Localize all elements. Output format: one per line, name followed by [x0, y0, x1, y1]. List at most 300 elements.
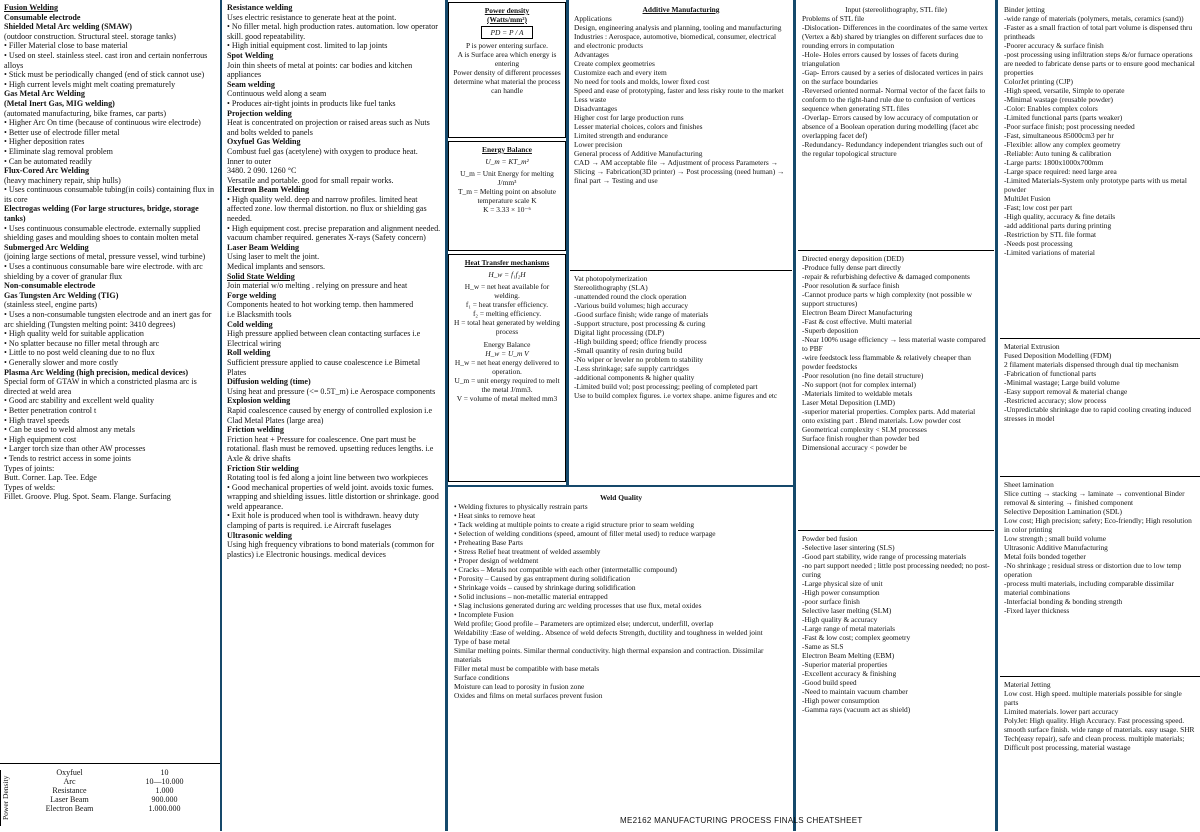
text-line: -Less shrinkage; safe supply cartridges: [574, 364, 689, 373]
text-line: • Better penetration control t: [4, 405, 97, 415]
text-line: • Uses continuous consumable tubing(in coils) containing flux in its core: [4, 185, 215, 204]
text-line: Flux-Cored Arc Welding: [4, 166, 89, 176]
text-line: Spot Welding: [227, 50, 274, 60]
text-line: f₁ = heat transfer efficiency.: [465, 300, 549, 309]
text-line: -Good part stability, wide range of processing materials: [802, 552, 967, 561]
text-line: MultiJet Fusion: [1004, 194, 1051, 203]
text-line: Speed and ease of prototyping, faster and less risky route to the market: [574, 86, 784, 95]
power-density-value: 900.000: [151, 795, 178, 804]
text-line: • Tack welding at multiple points to create a rigid structure prior to seam welding: [454, 520, 695, 529]
process-name: Electron Beam: [45, 804, 94, 813]
text-line: No need for tools and molds, lower fixed cost: [574, 77, 710, 86]
text-line: -Interfacial bonding & bonding strength: [1004, 597, 1123, 606]
power-density-title: Power density: [484, 6, 530, 15]
text-line: Power density of different processes determine what material the process can handle: [453, 68, 561, 95]
text-line: • Porosity – Caused by gas entrapment during solidification: [454, 574, 631, 583]
text-line: • Better use of electrode filler metal: [4, 127, 120, 137]
text-line: -Limited build vol; post processing; peeling of completed part: [574, 382, 758, 391]
text-line: Weld profile; Good profile – Parameters are optimized else; undercut, underfill, overlap: [454, 619, 714, 628]
text-line: Low strength ; small build volume: [1004, 534, 1107, 543]
text-line: Powder bed fusion: [802, 534, 858, 543]
text-line: • Shrinkage voids – caused by shrinkage during solidification: [454, 583, 636, 592]
text-line: Problems of STL file: [802, 14, 865, 23]
text-line: • Incomplete Fusion: [454, 610, 514, 619]
text-line: • Filler Material close to base material: [4, 41, 128, 51]
text-line: -Good build speed: [802, 678, 857, 687]
text-line: -Poor surface finish; post processing needed: [1004, 122, 1135, 131]
text-line: Fused Deposition Modelling (FDM): [1004, 351, 1112, 360]
text-line: -Dislocation- Differences in the coordinates of the same vertex (Vertex a &b) shared by triangles on different surfaces due to rounding errors in computation: [802, 23, 988, 50]
fusion-welding-title: Fusion Welding: [4, 3, 59, 12]
text-line: -wide range of materials (polymers, metals, ceramics (sand)): [1004, 14, 1184, 23]
text-line: • Slag inclusions generated during arc welding processes that use flux, metal oxides: [454, 601, 702, 610]
divider-col1: [220, 0, 222, 831]
text-line: Industries : Aerospace, automotive, biomedical, consumer, electrical and electronic products: [574, 32, 777, 50]
text-line: -Fast & cost effective. Multi material: [802, 317, 912, 326]
text-line: • Tends to restrict access in some joints: [4, 453, 131, 463]
text-line: H_w = net heat available for welding.: [464, 282, 550, 300]
power-density-row: [22, 804, 212, 813]
text-line: Shielded Metal Arc welding (SMAW): [4, 22, 132, 32]
text-line: -additional components & higher quality: [574, 373, 695, 382]
text-line: -Excellent accuracy & finishing: [802, 669, 897, 678]
text-line: (heavy machinery repair, ship hulls): [4, 175, 121, 185]
heat-transfer-notes2: [453, 358, 561, 403]
weld-quality-lines: [454, 502, 788, 700]
text-line: -Needs post processing: [1004, 239, 1073, 248]
heat-transfer-formula2: H_w = U_m V: [485, 349, 529, 358]
text-line: Material Extrusion: [1004, 342, 1060, 351]
text-line: • No splatter because no filler metal through arc: [4, 338, 160, 348]
text-line: General process of Additive Manufacturing: [574, 149, 703, 158]
text-line: -Minimal wastage (reusable powder): [1004, 95, 1113, 104]
input-stl-box: [798, 2, 994, 248]
text-line: -Minimal wastage; Large build volume: [1004, 378, 1120, 387]
text-line: -Large physical size of unit: [802, 579, 883, 588]
jetting-lines: [1004, 680, 1196, 752]
additive-lines: [574, 14, 788, 185]
text-line: • Good mechanical properties of weld joint. avoids toxic fumes. wrapping and shielding issues. little distortion or shrinkage. good weld appearance.: [227, 482, 439, 511]
text-line: U_m = Unit Energy for melting J/mm³: [460, 169, 554, 187]
text-line: Digital light processing (DLP): [574, 328, 665, 337]
text-line: • Can be automated readily: [4, 156, 92, 166]
powder-bed-lines: [802, 534, 990, 714]
text-line: (joining large sections of metal, pressure vessel, wind turbine): [4, 252, 206, 262]
text-line: -Easy support removal & material change: [1004, 387, 1128, 396]
text-line: Applications: [574, 14, 612, 23]
vat-photopolymerization-box: [570, 270, 792, 484]
text-line: -Poorer accuracy & surface finish: [1004, 41, 1104, 50]
text-line: • Eliminate slag removal problem: [4, 146, 113, 156]
text-line: Explosion welding: [227, 396, 291, 406]
text-line: • High travel speeds: [4, 415, 70, 425]
divider-weldquality-top: [448, 485, 793, 487]
text-line: Friction heat + Pressure for coalescence. One part must be rotational. flash must be removed. upsetting reduces lengths. i.e Axle & drive shafts: [227, 434, 434, 463]
text-line: Gas Metal Arc Welding: [4, 89, 85, 99]
text-line: -No wiper or leveler no problem to stability: [574, 355, 704, 364]
text-line: • Stress Relief heat treatment of welded assembly: [454, 547, 601, 556]
text-line: P is power entering surface.: [465, 41, 549, 50]
text-line: Gas Tungsten Arc Welding (TIG): [4, 290, 119, 300]
text-line: -No shrinkage ; residual stress or distortion due to low temp operation: [1004, 561, 1182, 579]
text-line: -High speed, versatile, Simple to operate: [1004, 86, 1125, 95]
text-line: Advantages: [574, 50, 609, 59]
text-line: -Restricted accuracy; slow process: [1004, 396, 1107, 405]
text-line: CAD → AM acceptable file → Adjustment of process Parameters → Slicing → Fabrication(3D printer) → Post processing (need human) → final part → Testing and use: [574, 158, 785, 185]
text-line: -Cannot produce parts w high complexity (not possible w support structures): [802, 290, 972, 308]
power-density-value: 1.000: [155, 786, 174, 795]
power-density-value: 10—10.000: [145, 777, 184, 786]
text-line: Disadvantages: [574, 104, 618, 113]
text-line: • Larger torch size than other AW processes: [4, 444, 146, 454]
power-density-box: [448, 2, 566, 138]
text-line: -Good surface finish; wide range of materials: [574, 310, 709, 319]
text-line: T_m = Melting point on absolute temperature scale K: [458, 187, 556, 205]
text-line: -High power consumption: [802, 588, 880, 597]
text-line: -Fast & low cost; complex geometry: [802, 633, 911, 642]
text-line: H = total heat generated by welding process: [454, 318, 560, 336]
text-line: • Little to no post weld cleaning due to no flux: [4, 348, 155, 358]
text-line: Directed energy deposition (DED): [802, 254, 904, 263]
text-line: Projection welding: [227, 108, 292, 118]
text-line: -Redundancy- Redundancy independent triangles such out of the regular topological structure: [802, 140, 983, 158]
text-line: -repair & refurbishing defective & damaged components: [802, 272, 970, 281]
text-line: -Poor resolution (no fine detail structure): [802, 371, 924, 380]
text-line: Join material w/o melting . relying on pressure and heat: [227, 281, 408, 291]
text-line: Butt. Corner. Lap. Tee. Edge: [4, 473, 97, 483]
text-line: Friction Stir welding: [227, 463, 299, 473]
energy-balance-notes: [453, 169, 561, 214]
text-line: -Reversed oriented normal- Normal vector of the facet fails to conform to the right-hand rule due to confusion of vertices sequence when generating STL files: [802, 86, 986, 113]
power-density-unit: (Watts/mm²): [487, 15, 527, 24]
text-line: Versatile and portable. good for small repair works.: [227, 175, 394, 185]
text-line: -Fast, simultaneous 85000cm3 per hr: [1004, 131, 1114, 140]
text-line: Friction welding: [227, 425, 284, 435]
fusion-welding-column: [0, 0, 220, 760]
text-line: • Uses a non-consumable tungsten electrode and an inert gas for arc shielding (Tungsten melting point: 3410 degrees): [4, 310, 212, 329]
heat-transfer-title: Heat Transfer mechanisms: [464, 258, 550, 267]
text-line: Design, engineering analysis and planning, tooling and manufacturing: [574, 23, 782, 32]
text-line: Oxyfuel Gas Welding: [227, 137, 301, 147]
text-line: -Unpredictable shrinkage due to rapid cooling creating induced stresses in model: [1004, 405, 1191, 423]
text-line: Stereolithography (SLA): [574, 283, 648, 292]
resistance-welding-column: [223, 0, 445, 831]
text-line: • Heat sinks to remove heat: [454, 511, 536, 520]
text-line: Seam welding: [227, 79, 275, 89]
text-line: -Limited Materials-System only prototype parts with us metal powder: [1004, 176, 1187, 194]
text-line: • High quality weld. deep and narrow profiles. limited heat affected zone. low thermal distortion. no flux or shielding gas needed.: [227, 194, 427, 224]
text-line: -Materials limited to weldable metals: [802, 389, 913, 398]
text-line: • Uses a continuous consumable bare wire electrode. with arc shielding by a cover of granular flux: [4, 262, 203, 281]
text-line: Oxides and films on metal surfaces prevent fusion: [454, 691, 603, 700]
text-line: -no part support needed ; little post processing needed; no post-curing: [802, 561, 990, 579]
divider-additive-vat: [566, 0, 569, 485]
text-line: Filler metal must be compatible with base metals: [454, 664, 600, 673]
heat-transfer-box: [448, 254, 566, 482]
text-line: Low cost. High speed. multiple materials possible for single parts: [1004, 689, 1182, 707]
text-line: Selective Deposition Lamination (SDL): [1004, 507, 1123, 516]
text-line: -Restriction by STL file format: [1004, 230, 1097, 239]
text-line: -Same as SLS: [802, 642, 844, 651]
extrusion-lines: [1004, 342, 1196, 423]
power-density-row: [22, 768, 212, 777]
power-density-row: [22, 777, 212, 786]
text-line: K = 3.33 × 10⁻⁶: [483, 205, 531, 214]
text-line: Diffusion welding (time): [227, 377, 311, 387]
text-line: -poor surface finish: [802, 597, 860, 606]
text-line: Medical implants and sensors.: [227, 262, 326, 272]
text-line: Higher cost for large production runs: [574, 113, 684, 122]
text-line: Cold welding: [227, 319, 273, 329]
text-line: Lesser material choices, colors and finishes: [574, 122, 703, 131]
text-line: Rapid coalescence caused by energy of controlled explosion i.e Clad Metal Plates (large area): [227, 405, 433, 425]
text-line: Continuous weld along a seam: [227, 89, 327, 99]
text-line: Sheet lamination: [1004, 480, 1054, 489]
text-line: (outdoor construction. Structural steel. storage tanks): [4, 31, 176, 41]
vat-lines: [574, 274, 788, 400]
text-line: Lower precision: [574, 140, 623, 149]
text-line: i.e Blacksmith tools: [227, 310, 292, 319]
text-line: • High equipment cost. precise preparation and alignment needed. vacuum chamber required. generates X-rays (Safety concern): [227, 223, 441, 243]
power-density-notes: [453, 41, 561, 95]
text-line: Resistance welding: [227, 3, 293, 12]
text-line: -Produce fully dense part directly: [802, 263, 901, 272]
sheet-lines: [1004, 480, 1196, 615]
text-line: Special form of GTAW in which a constricted plasma arc is directed at weld area: [4, 377, 197, 396]
power-density-value: 1.000.000: [148, 804, 181, 813]
text-line: Electrogas welding (For large structures, bridge, storage tanks): [4, 204, 199, 224]
binder-lines: [1004, 5, 1196, 257]
text-line: • High equipment cost: [4, 434, 77, 444]
text-line: • Good arc stability and excellent weld quality: [4, 396, 155, 406]
text-line: -Various build volumes; high accuracy: [574, 301, 689, 310]
weld-quality-title: Weld Quality: [599, 493, 643, 502]
energy-balance-box: [448, 141, 566, 251]
power-density-side-label: Power Density: [0, 770, 21, 826]
text-line: Create complex geometries: [574, 59, 655, 68]
text-line: Roll welding: [227, 348, 271, 358]
process-name: Arc: [63, 777, 76, 786]
text-line: -Selective laser sintering (SLS): [802, 543, 895, 552]
text-line: • No filler metal. high production rates. automation. low operator skill. good repeatability.: [227, 22, 438, 41]
text-line: Less waste: [574, 95, 607, 104]
text-line: Limited strength and endurance: [574, 131, 668, 140]
text-line: Moisture can lead to porosity in fusion zone: [454, 682, 585, 691]
text-line: -Fixed layer thickness: [1004, 606, 1070, 615]
text-line: Laser Beam Welding: [227, 242, 300, 252]
text-line: • Proper design of weldment: [454, 556, 539, 565]
text-line: Metal foils bonded together: [1004, 552, 1086, 561]
text-line: -Near 100% usage efficiency → less material waste compared to PBF: [802, 335, 986, 353]
text-line: -No support (not for complex internal): [802, 380, 916, 389]
text-line: -Poor resolution & surface finish: [802, 281, 900, 290]
text-line: -Large space required: need large area: [1004, 167, 1117, 176]
text-line: Low cost; High precision; safety; Eco-friendly; High resolution in color printing: [1004, 516, 1192, 534]
text-line: H_w = net heat energy delivered to operation.: [454, 358, 560, 376]
heat-transfer-energy-balance-title: Energy Balance: [483, 340, 531, 349]
text-line: A is Surface area which energy is entering: [457, 50, 557, 68]
text-line: -Need to maintain vacuum chamber: [802, 687, 908, 696]
powder-bed-box: [798, 530, 994, 780]
text-line: -process multi materials, including comparable dissimilar material combinations: [1004, 579, 1174, 597]
power-density-values: [22, 768, 212, 813]
text-line: -Reliable: Auto tuning & calibration: [1004, 149, 1112, 158]
text-line: -Superb deposition: [802, 326, 859, 335]
text-line: -superior material properties. Complex parts. Add material onto existing part . Blend materials. Low powder cost: [802, 407, 976, 425]
text-line: • Preheating Base Parts: [454, 538, 523, 547]
text-line: (Metal Inert Gas, MIG welding): [4, 98, 115, 108]
text-line: -High quality & accuracy: [802, 615, 878, 624]
text-line: • High initial equipment cost. limited to lap joints: [227, 41, 388, 51]
text-line: (stainless steel, engine parts): [4, 300, 98, 310]
text-line: (automated manufacturing, bike frames, car parts): [4, 108, 167, 118]
additive-title: Additive Manufacturing: [642, 5, 720, 14]
text-line: Using laser to melt the joint.: [227, 252, 320, 262]
power-density-row: [22, 786, 212, 795]
text-line: -Limited variations of material: [1004, 248, 1095, 257]
power-density-formula: PD = P / A: [481, 26, 533, 39]
text-line: Join thin sheets of metal at points: car bodies and kitchen appliances: [227, 60, 413, 80]
text-line: Electron Beam Melting (EBM): [802, 651, 895, 660]
text-line: -High power consumption: [802, 696, 880, 705]
text-line: ColorJet printing (CJP): [1004, 77, 1073, 86]
resistance-welding-lines: [227, 3, 441, 559]
text-line: Forge welding: [227, 290, 277, 300]
text-line: Limited materials. lower part accuracy: [1004, 707, 1119, 716]
text-line: -Superior material properties: [802, 660, 888, 669]
text-line: • Cracks – Metals not compatible with each other (intermetallic compound): [454, 565, 678, 574]
text-line: High pressure applied between clean contacting surfaces i.e Electrical wiring: [227, 329, 421, 348]
text-line: Ultrasonic Additive Manufacturing: [1004, 543, 1108, 552]
text-line: Vat photopolymerization: [574, 274, 648, 283]
heat-transfer-notes: [453, 282, 561, 336]
text-line: Using high frequency vibrations to bond materials (common for plastics) i.e Electronic housings. medical devices: [227, 540, 435, 559]
text-line: Rotating tool is fed along a joint line between two workpieces: [227, 473, 428, 483]
text-line: -Small quantity of resin during build: [574, 346, 683, 355]
ded-lines: [802, 254, 990, 452]
text-line: • Used on steel. stainless steel. cast iron and certain nonferrous alloys: [4, 50, 208, 70]
text-line: V = volume of metal melted mm3: [456, 394, 558, 403]
text-line: -post processing using infiltration steps &/or furnace operations are needed to fabricate dense parts or to ensure good mechanical properties: [1004, 50, 1195, 77]
text-line: Dimensional accuracy < powder be: [802, 443, 907, 452]
text-line: -Overlap- Errors caused by low accuracy of computation or absence of a Boolean operation during modelling (facet abc overlapping facet def): [802, 113, 979, 140]
text-line: • Exit hole is produced when tool is withdrawn. heavy duty clamping of parts is required. i.e Aircraft fuselages: [227, 511, 419, 531]
text-line: Material Jetting: [1004, 680, 1051, 689]
text-line: Types of welds:: [4, 482, 56, 492]
input-title: Input (stereolithography, STL file): [845, 5, 947, 14]
text-line: Surface finish rougher than powder bed: [802, 434, 920, 443]
power-density-row: [22, 795, 212, 804]
power-density-value: 10: [160, 768, 169, 777]
text-line: Types of joints:: [4, 463, 55, 473]
text-line: -add additional parts during printing: [1004, 221, 1112, 230]
text-line: -Flexible: allow any complex geometry: [1004, 140, 1121, 149]
text-line: -Hole- Holes errors caused by losses of facets during triangulation: [802, 50, 959, 68]
text-line: Geometrical complexity < SLM processes: [802, 425, 927, 434]
text-line: • Generally slower and more costly: [4, 357, 119, 367]
material-jetting-box: [1000, 676, 1200, 796]
text-line: -Support structure, post processing & curing: [574, 319, 706, 328]
text-line: Heat is concentrated on projection or raised areas such as Nuts and bolts welded to panels: [227, 118, 430, 137]
text-line: -Color: Enables complex colors: [1004, 104, 1098, 113]
process-name: Oxyfuel: [56, 768, 83, 777]
text-line: PolyJet: High quality. High Accuracy. Fast processing speed. smooth surface finish. wide range of materials. easy usage. SHR Tech(easy repair), safe and clean process. multiple materials; Difficult post processing, material wastage: [1004, 716, 1195, 752]
text-line: -Gap- Errors caused by a series of dislocated vertices in pairs on the surface boundaries: [802, 68, 984, 86]
text-line: • Can be used to weld almost any metals: [4, 425, 135, 435]
text-line: Ultrasonic welding: [227, 530, 292, 540]
text-line: 2 filament materials dispensed through dual tip mechanism: [1004, 360, 1179, 369]
material-extrusion-box: [1000, 338, 1200, 474]
text-line: 3480. 2 090. 1260 °C: [227, 166, 297, 176]
heat-transfer-formula: H_w = f₁f₂H: [488, 270, 526, 279]
sheet-lamination-box: [1000, 476, 1200, 672]
text-line: • Welding fixtures to physically restrain parts: [454, 502, 588, 511]
fusion-welding-lines: [4, 13, 216, 502]
text-line: Solid State Welding: [227, 271, 295, 281]
text-line: Fillet. Groove. Plug. Spot. Seam. Flange. Surfacing: [4, 492, 171, 502]
text-line: Consumable electrode: [4, 12, 81, 22]
text-line: • Uses continuous consumable electrode. externally supplied shielding gases and moulding shoes to contain molten metal: [4, 223, 201, 243]
text-line: Laser Metal Deposition (LMD): [802, 398, 895, 407]
power-density-table: [0, 763, 220, 832]
divider-col4: [793, 0, 796, 831]
text-line: • High current levels might melt coating prematurely: [4, 79, 176, 89]
process-name: Resistance: [52, 786, 87, 795]
text-line: Sufficient pressure applied to cause coalescence i.e Bimetal Plates: [227, 357, 421, 377]
ded-box: [798, 250, 994, 526]
text-line: U_m = unit energy required to melt the metal J/mm3.: [454, 376, 560, 394]
text-line: • Produces air-tight joints in products like fuel tanks: [227, 98, 396, 108]
text-line: Using heat and pressure (<= 0.5T_m) i.e Aerospace components: [227, 386, 436, 396]
text-line: -Large parts: 1800x1000x700mm: [1004, 158, 1104, 167]
text-line: Electron Beam Welding: [227, 185, 309, 195]
text-line: Combust fuel gas (acetylene) with oxygen to produce heat.: [227, 146, 418, 156]
text-line: Slice cutting → stacking → laminate → conventional Binder removal & sintering → finished component: [1004, 489, 1185, 507]
text-line: -High quality, accuracy & fine details: [1004, 212, 1116, 221]
text-line: Customize each and every item: [574, 68, 667, 77]
text-line: -Faster as a small fraction of total part volume is dispensed thru printheads: [1004, 23, 1193, 41]
text-line: • High quality weld for suitable application: [4, 329, 144, 339]
text-line: Uses electric resistance to generate heat at the point.: [227, 12, 397, 22]
energy-balance-title: Energy Balance: [482, 145, 532, 154]
text-line: f₂ = melting efficiency.: [472, 309, 542, 318]
text-line: • Higher Arc On time (because of continuous wire electrode): [4, 118, 201, 128]
text-line: • Higher deposition rates: [4, 137, 85, 147]
text-line: -unattended round the clock operation: [574, 292, 687, 301]
text-line: Electron Beam Direct Manufacturing: [802, 308, 913, 317]
text-line: Similar melting points. Similar thermal conductivity. high thermal expansion and contraction. Dissimilar materials: [454, 646, 764, 664]
text-line: Submerged Arc Welding: [4, 242, 89, 252]
text-line: Type of base metal: [454, 637, 510, 646]
text-line: -High building speed; office friendly process: [574, 337, 707, 346]
footer-title: ME2162 MANUFACTURING PROCESS FINALS CHEATSHEET: [620, 816, 863, 825]
text-line: -Fabrication of functional parts: [1004, 369, 1097, 378]
text-line: • Stick must be periodically changed (end of stick cannot use): [4, 70, 205, 80]
text-line: Components heated to hot working temp. then hammered: [227, 300, 414, 310]
text-line: • Selection of welding conditions (speed, amount of filler metal used) to reduce warpage: [454, 529, 716, 538]
text-line: -Fast; low cost per part: [1004, 203, 1073, 212]
text-line: Inner to outer: [227, 156, 272, 166]
binder-jetting-box: [1000, 2, 1200, 336]
divider-col5: [995, 0, 998, 831]
text-line: -Large range of metal materials: [802, 624, 896, 633]
text-line: Non-consumable electrode: [4, 281, 96, 291]
text-line: Use to build complex figures. i.e vortex shape. anime figures and etc: [574, 391, 778, 400]
additive-manufacturing-box: [570, 2, 792, 262]
weld-quality-box: [450, 490, 792, 812]
process-name: Laser Beam: [50, 795, 89, 804]
energy-balance-formula: U_m = KT_m²: [485, 157, 529, 166]
